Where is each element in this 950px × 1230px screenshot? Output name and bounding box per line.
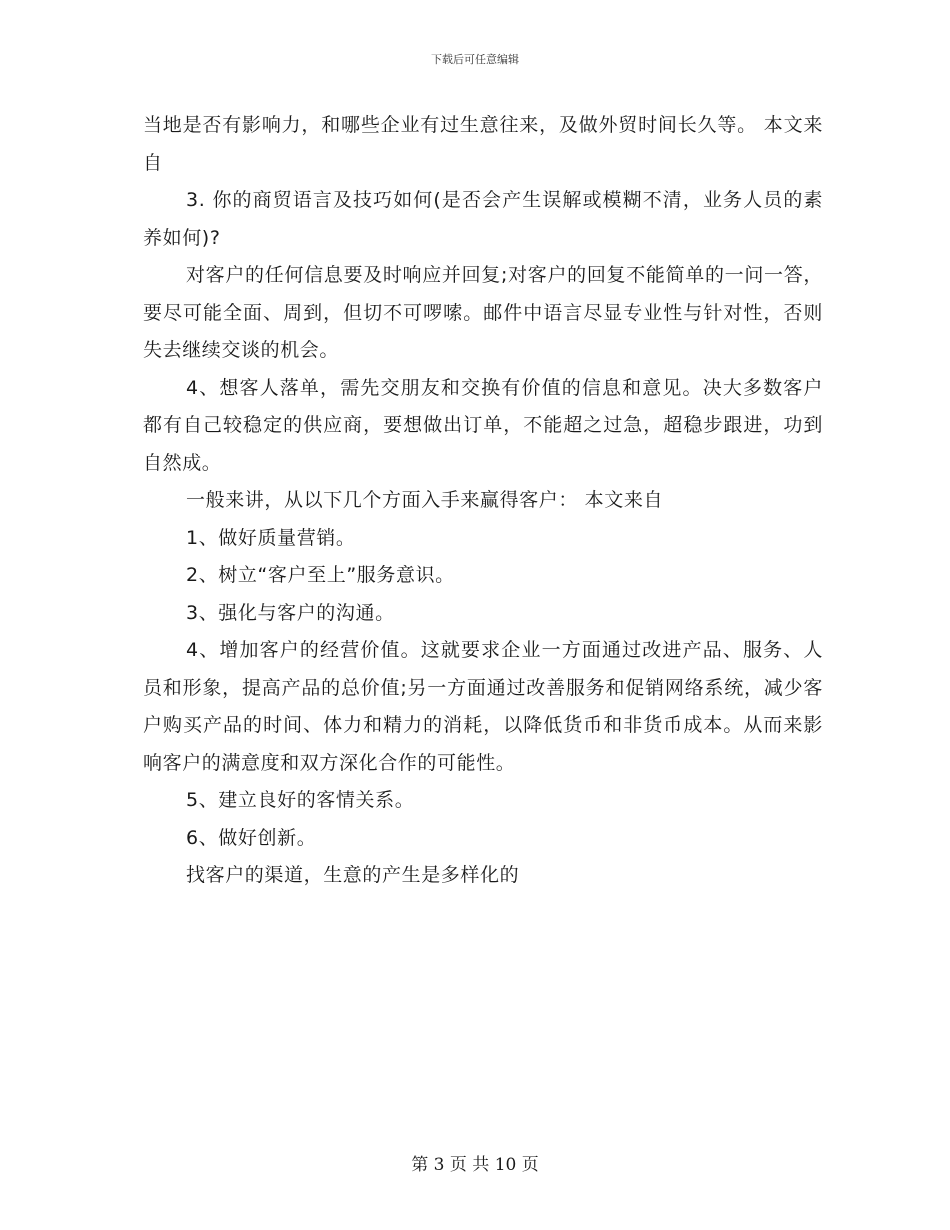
paragraph-1: 当地是否有影响力，和哪些企业有过生意往来，及做外贸时间长久等。 本文来自 — [143, 114, 823, 174]
paragraph-last: 找客户的渠道，生意的产生是多样化的 — [186, 864, 520, 886]
list-item-2: 2、树立“客户至上”服务意识。 — [186, 564, 455, 586]
list-item-1: 1、做好质量营销。 — [186, 526, 356, 549]
document-body — [143, 107, 823, 895]
list-item-5: 5、建立良好的客情关系。 — [186, 789, 415, 811]
paragraph-4: 4、想客人落单，需先交朋友和交换有价值的信息和意见。决大多数客户都有自己较稳定的供应商，要想做出订单，不能超之过急，超稳步跟进，功到自然成。 — [143, 376, 823, 474]
list-item-4: 4、增加客户的经营价值。这就要求企业一方面通过改进产品、服务、人员和形象，提高产品的总价值;另一方面通过改善服务和促销网络系统，减少客户购买产品的时间、体力和精力的消耗，以降低货币和非货币成本。从而来影响客户的满意度和双方深化合作的可能性。 — [143, 639, 823, 774]
paragraph-5: 一般来讲，从以下几个方面入手来赢得客户： 本文来自 — [186, 489, 664, 511]
list-item-3: 3、强化与客户的沟通。 — [186, 601, 395, 624]
list-item-6: 6、做好创新。 — [186, 826, 317, 849]
page-number: 第 3 页 共 10 页 — [411, 1155, 539, 1175]
paragraph-3: 对客户的任何信息要及时响应并回复;对客户的回复不能简单的一问一答，要尽可能全面、周到，但切不可啰嗦。邮件中语言尽显专业性与针对性，否则失去继续交谈的机会。 — [143, 264, 823, 361]
paragraph-2: 3. 你的商贸语言及技巧如何(是否会产生误解或模糊不清，业务人员的素养如何)? — [143, 189, 823, 249]
page-header: 下载后可任意编辑 — [431, 53, 519, 66]
